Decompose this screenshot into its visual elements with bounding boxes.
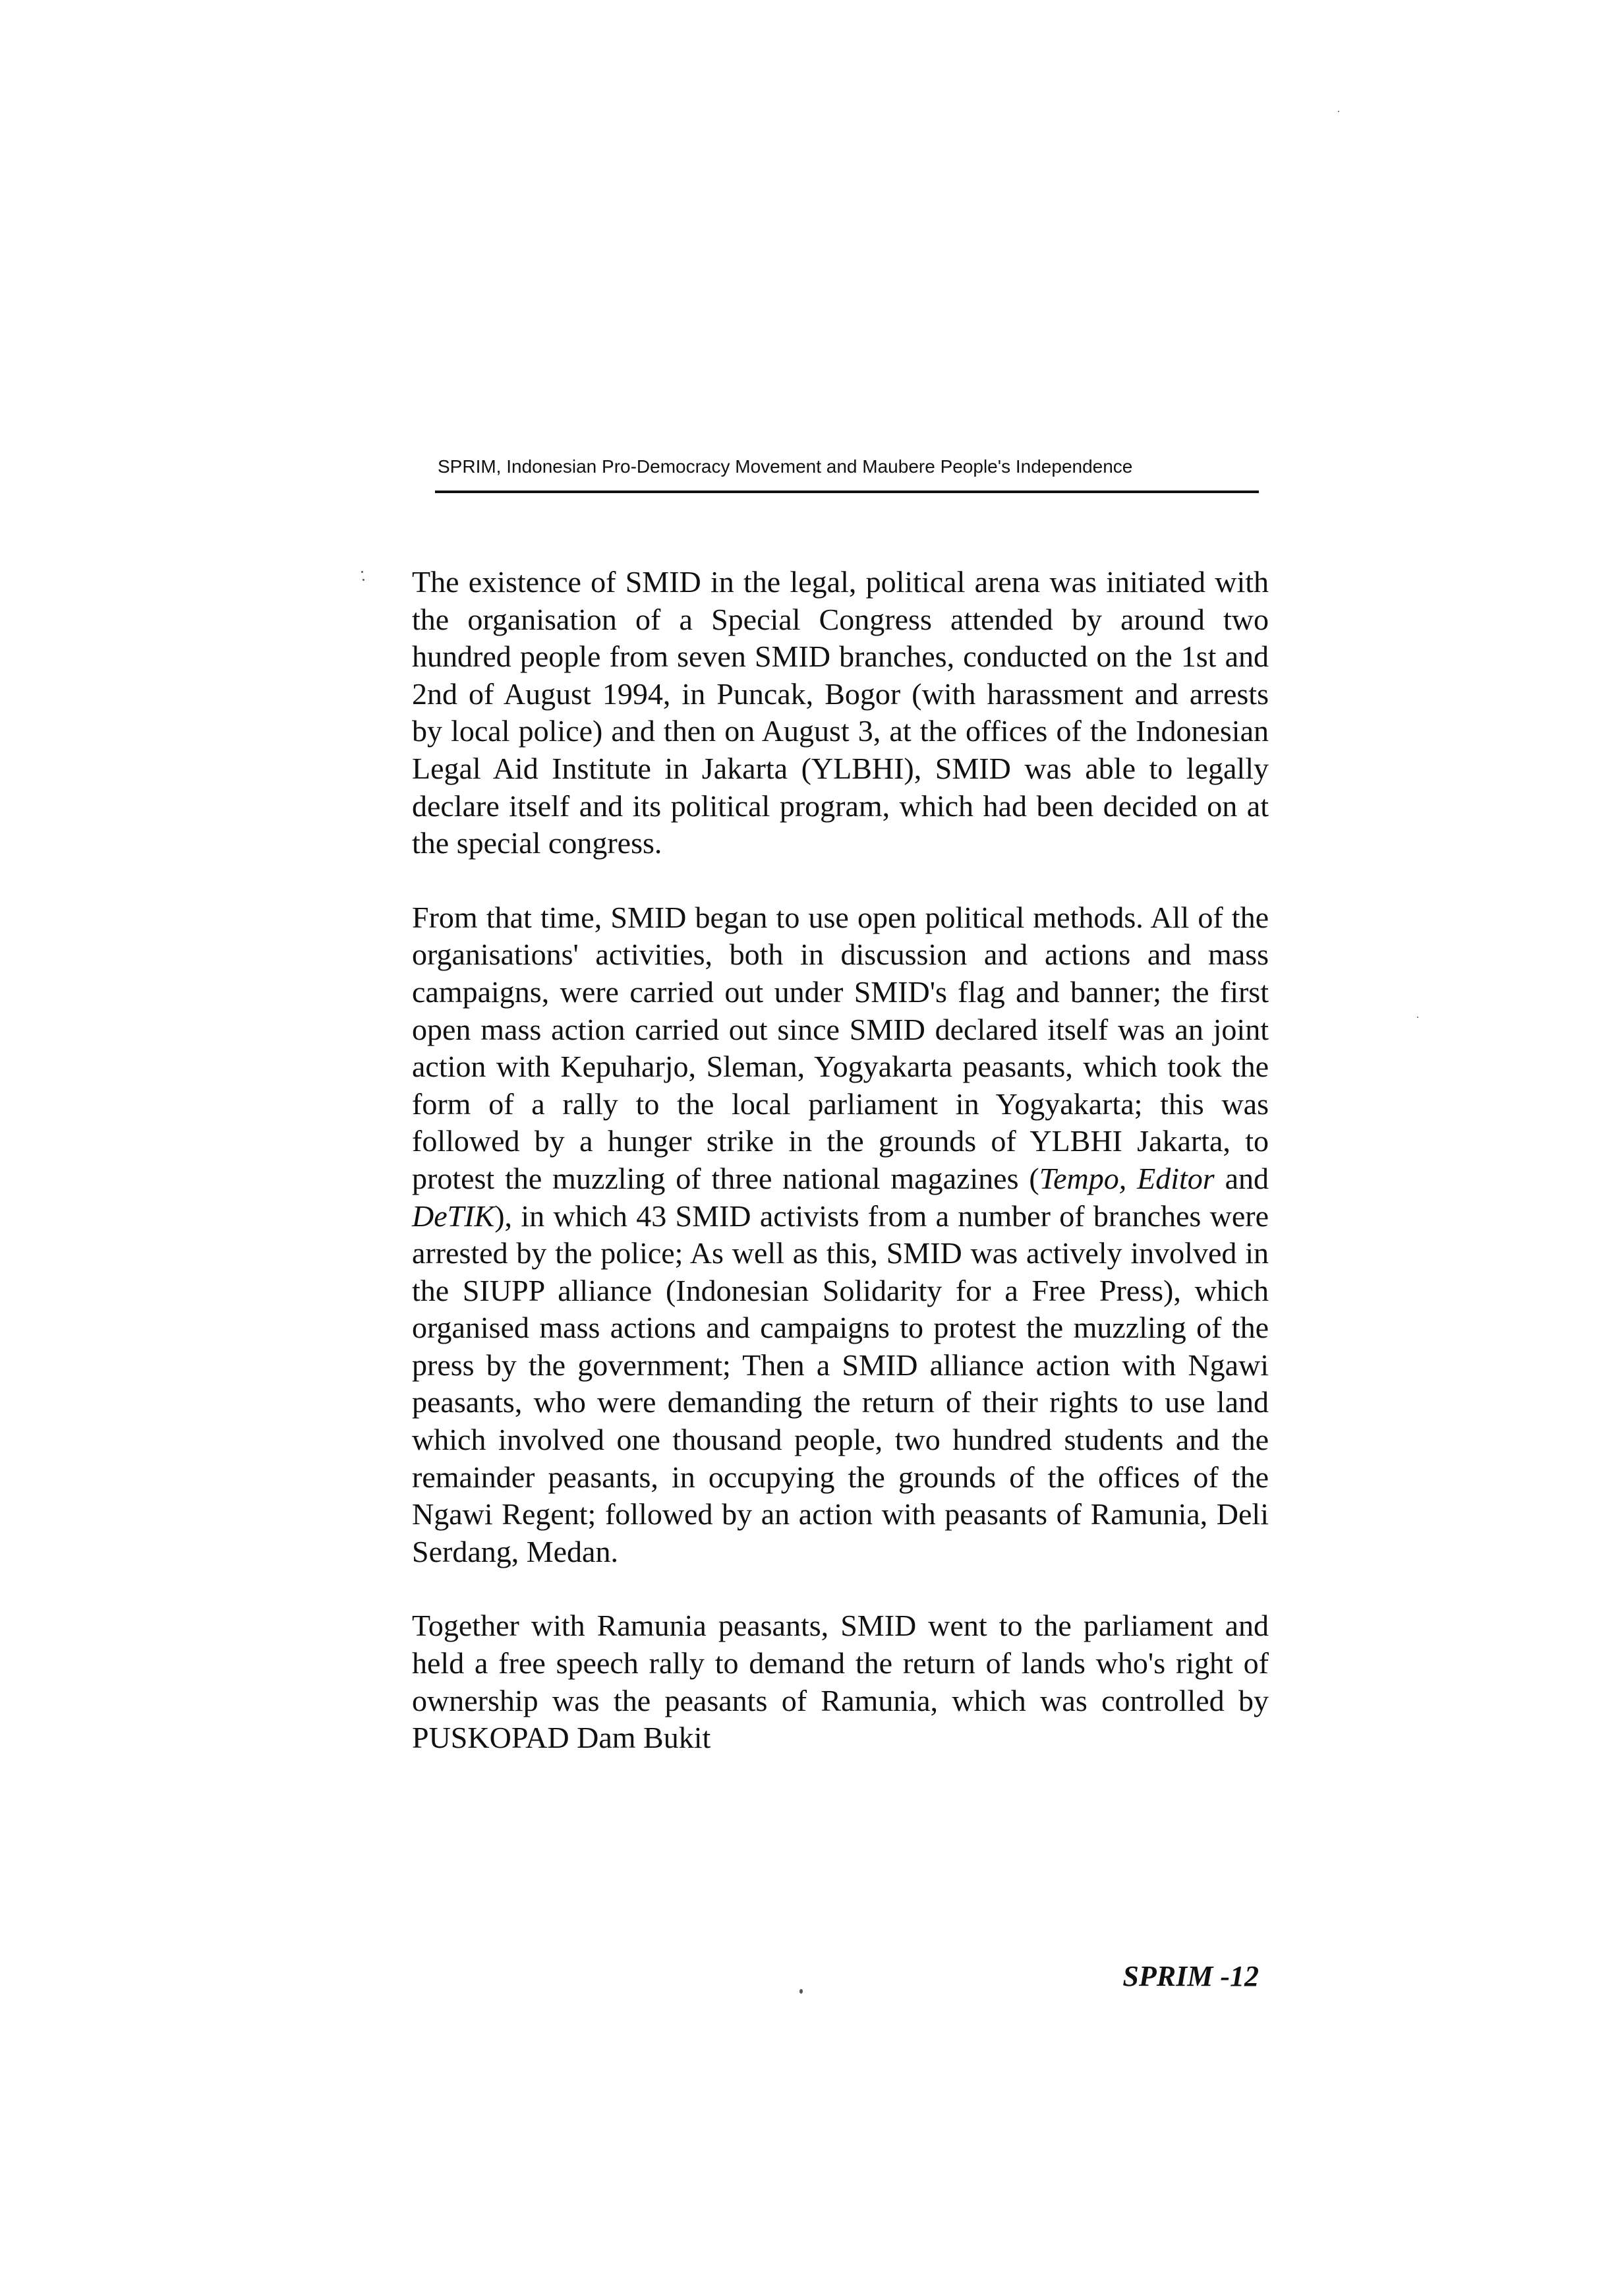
paragraph-1	[412, 564, 1269, 862]
running-header: SPRIM, Indonesian Pro-Democracy Movement and Maubere People's Independence	[438, 456, 1133, 477]
paragraph-2	[412, 899, 1269, 1571]
scan-speck	[361, 571, 363, 573]
body-text	[412, 564, 1269, 1757]
paragraph-3-text: Together with Ramunia peasants, SMID went to the parliament and held a free speech rally to demand the return of lands who's right of ownership was the peasants of Ramunia, which was controlled by PUSKOPAD Dam Bukit	[412, 1609, 1269, 1755]
paragraph-2-text-c: ), in which 43 SMID activists from a number of branches were arrested by the police; As well as this, SMID was actively involved in the SIUPP alliance (Indonesian Solidarity for a Free Press), which organised mass actions and campaigns to protest the muzzling of the press by the government; Then a SMID alliance action with Ngawi peasants, who were demanding the return of their rights to use land which involved one thousand people, two hundred students and the remainder peasants, in occupying the grounds of the offices of the Ngawi Regent; followed by an action with peasants of Ramunia, Deli Serdang, Medan.	[412, 1199, 1269, 1568]
header-rule	[435, 490, 1259, 493]
paragraph-2-text-a: From that time, SMID began to use open political methods. All of the organisations' activities, both in discussion and actions and mass campaigns, were carried out under SMID's flag and banner; the first open mass action carried out since SMID declared itself was an joint action with Kepuharjo, Sleman, Yogyakarta peasants, which took the form of a rally to the local parliament in Yogyakarta; this was followed by a hunger strike in the grounds of YLBHI Jakarta, to protest the muzzling of three national magazines (	[412, 900, 1269, 1195]
magazine-names-emphasis: Tempo, Editor	[1039, 1161, 1215, 1195]
scan-speck	[1338, 111, 1339, 112]
scan-speck	[1417, 1017, 1418, 1018]
page-number: SPRIM -12	[1122, 1960, 1259, 1992]
magazine-detik-emphasis: DeTIK	[412, 1199, 495, 1233]
paragraph-1-text: The existence of SMID in the legal, political arena was initiated with the organisation of a Special Congress attended by around two hundred people from seven SMID branches, conducted on the 1st and 2nd of August 1994, in Puncak, Bogor (with harassment and arrests by local police) and then on August 3, at the offices of the Indonesian Legal Aid Institute in Jakarta (YLBHI), SMID was able to legally declare itself and its political program, which had been decided on at the special congress.	[412, 565, 1269, 860]
paragraph-2-text-b: and	[1214, 1161, 1269, 1195]
scan-speck	[362, 579, 364, 581]
paragraph-3	[412, 1607, 1269, 1756]
scan-speck	[799, 1989, 803, 1994]
